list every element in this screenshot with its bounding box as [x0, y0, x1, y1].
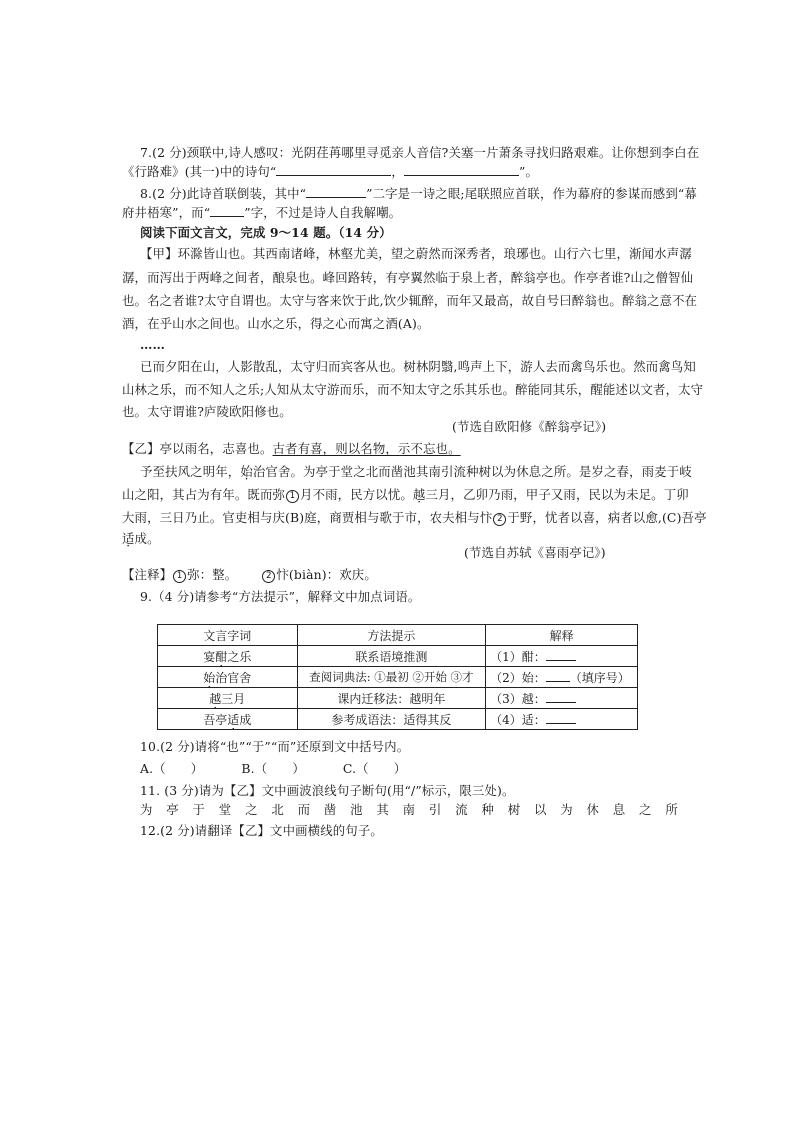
char: 之	[639, 802, 652, 817]
yi-text: 月不雨，民方以忧。	[300, 487, 413, 502]
word-cell	[158, 709, 298, 730]
q10-option-b[interactable]: B.（ ）	[241, 761, 305, 776]
q10-option-c[interactable]: C.（ ）	[342, 761, 407, 776]
word-part: 之乐	[227, 649, 252, 664]
yi-line-1	[122, 440, 461, 458]
char: 凿	[323, 802, 337, 817]
footnote-marker-2: 2	[262, 570, 275, 583]
q7-blank-2[interactable]	[404, 162, 519, 176]
char: 亭	[166, 802, 179, 817]
dotted-char: 越	[209, 691, 222, 706]
q8-blank-1[interactable]	[306, 184, 366, 198]
yi-line-3	[122, 486, 689, 504]
dotted-char: 始	[203, 670, 216, 685]
jia-source: (节选自欧阳修《醉翁亭记》)	[452, 419, 607, 434]
q8-blank-2[interactable]	[210, 203, 244, 217]
table-header: 文言字词	[158, 625, 298, 646]
q7-line-1: 7.(2 分)颈联中,诗人感叹：光阴荏苒哪里寻觅亲人音信?关塞一片萧条寻找归路艰难。让你想到李白在	[140, 145, 700, 160]
q11-char-row[interactable]	[140, 801, 678, 819]
yi-line-2	[140, 463, 692, 481]
word-cell	[158, 688, 298, 709]
char: 堂	[218, 802, 232, 817]
answer-suffix: （填序号）	[569, 671, 630, 685]
word-part: 成	[239, 712, 252, 727]
ellipsis: ……	[140, 337, 166, 352]
dotted-char-shi: 始	[240, 464, 253, 479]
annotation-label: 【注释】	[122, 567, 173, 582]
answer-cell	[486, 646, 638, 667]
q12-title: 12.(2 分)请翻译【乙】文中画横线的句子。	[140, 823, 383, 838]
yi-line-5	[122, 530, 160, 548]
word-part: 治官舍	[215, 670, 252, 685]
table-row	[158, 667, 638, 688]
hint-cell: 课内迁移法：越明年	[297, 688, 486, 709]
hint-cell: 联系语境推测	[297, 646, 486, 667]
q7-text-b: ，	[391, 164, 404, 179]
dotted-char-shi-2: 适	[122, 531, 135, 546]
jia-line-3: 也。名之者谁?太守自谓也。太守与客来饮于此,饮少辄醉，而年又最高，故自号曰醉翁也。醉翁之意不在	[122, 293, 698, 308]
annotation-1: 弥：整。	[187, 567, 238, 582]
answer-cell	[486, 709, 638, 730]
reading-instruction: 阅读下面文言文，完成 9～14 题。（14 分）	[140, 225, 392, 240]
char: 为	[560, 802, 573, 817]
char: 休	[586, 802, 599, 817]
word-part: 吾亭	[203, 712, 228, 727]
table-row	[158, 709, 638, 730]
char: 北	[271, 802, 284, 817]
char: 池	[350, 802, 363, 817]
yi-text: 于野，忧者以喜，病者以愈,(C)吾亭	[507, 510, 707, 525]
answer-blank[interactable]	[546, 647, 576, 661]
char: 为	[140, 802, 153, 817]
word-part: 三月	[221, 691, 246, 706]
q7-text-c: ”。	[518, 164, 538, 179]
jia-line-1: 【甲】环滁皆山也。其西南诸峰，林壑尤美，望之蔚然而深秀者，琅琊也。山行六七里，渐闻水声潺	[140, 246, 692, 261]
answer-blank[interactable]	[546, 689, 576, 703]
yi-text: 三月，乙卯乃雨，甲子又雨，民以为未足。丁卯	[425, 487, 689, 502]
q7-blank-1[interactable]	[276, 162, 391, 176]
dotted-char-yue: 越	[412, 487, 426, 502]
answer-blank[interactable]	[546, 710, 576, 724]
char: 流	[455, 802, 468, 817]
jia-line-7: 也。太守谓谁?庐陵欧阳修也。	[122, 404, 292, 419]
char: 树	[507, 802, 521, 817]
q8-text-d: ”字，不过是诗人自我解嘲。	[244, 205, 402, 220]
word-cell	[158, 646, 298, 667]
q8-line-2	[122, 203, 401, 222]
char: 以	[533, 802, 547, 817]
table-row	[158, 688, 638, 709]
yi-underlined-sentence: 古者有喜，则以名物，示不忘也。	[272, 441, 461, 456]
method-table	[157, 624, 638, 730]
answer-cell	[486, 667, 638, 688]
table-header: 解释	[486, 625, 638, 646]
hint-cell: 参考成语法：适得其反	[297, 709, 486, 730]
yi-text: 治官舍。为亭于堂之北而凿池其南引流种树以为休息之所。是岁之春，雨麦于岐	[252, 464, 692, 479]
yi-line-4	[122, 509, 707, 527]
char: 于	[192, 802, 205, 817]
q7-text-a: 《行路难》(其一)中的诗句“	[122, 164, 277, 179]
footnote-marker-2: 2	[493, 513, 506, 526]
table-header-row	[158, 625, 638, 646]
dotted-char: 适	[227, 712, 240, 727]
jia-line-6: 山林之乐，而不知人之乐;人知从太守游而乐，而不知太守之乐其乐也。醉能同其乐，醒能述以文者，太守	[122, 382, 704, 397]
q8-text-c: 府井梧寒”，而“	[122, 205, 211, 220]
answer-label: （2）始：	[490, 671, 546, 685]
annotation-line	[122, 566, 377, 584]
q11-title: 11. (3 分)请为【乙】文中画波浪线句子断句(用“/”标示，限三处)。	[140, 783, 515, 798]
char: 所	[665, 802, 678, 817]
char: 南	[402, 802, 416, 817]
char: 其	[376, 802, 389, 817]
char: 之	[245, 802, 258, 817]
table-header: 方法提示	[297, 625, 486, 646]
q9-title: 9.（4 分)请参考“方法提示”，解释文中加点词语。	[140, 589, 421, 604]
answer-label: （3）越：	[490, 692, 546, 706]
hint-cell: 查阅词典法: ①最初 ②开始 ③才	[297, 667, 486, 688]
answer-label: （1）酣：	[490, 650, 546, 664]
answer-blank[interactable]	[546, 668, 570, 682]
footnote-marker-1: 1	[173, 570, 186, 583]
word-cell	[158, 667, 298, 688]
yi-intro: 【乙】亭以雨名，志喜也。	[122, 441, 273, 456]
q8-line-1	[140, 184, 697, 203]
annotation-2: 忭(biàn)：欢庆。	[276, 567, 377, 582]
yi-text: 山之阳，其占为有年。既而弥	[122, 487, 286, 502]
yi-source: (节选自苏轼《喜雨亭记》)	[464, 545, 606, 560]
char: 种	[481, 802, 494, 817]
q8-text-a: 8.(2 分)此诗首联倒装，其中“	[140, 186, 307, 201]
char: 息	[612, 802, 626, 817]
jia-line-4: 酒，在乎山水之间也。山水之乐，得之心而寓之酒(A)。	[122, 316, 430, 331]
yi-text: 成。	[134, 531, 160, 546]
answer-cell	[486, 688, 638, 709]
jia-line-2: 潺，而泻出于两峰之间者，酿泉也。峰回路转，有亭翼然临于泉上者，醉翁亭也。作亭者谁?山之僧智仙	[122, 270, 694, 285]
table-row	[158, 646, 638, 667]
answer-label: （4）适：	[490, 713, 546, 727]
dotted-char: 酣	[215, 649, 228, 664]
yi-text: 大雨，三日乃止。官吏相与庆(B)庭，商贾相与歌于市，农夫相与忭	[122, 510, 493, 525]
char: 而	[297, 802, 310, 817]
q10-title: 10.(2 分)请将“也”“于”“而”还原到文中括号内。	[140, 739, 410, 754]
jia-line-5: 已而夕阳在山，人影散乱，太守归而宾客从也。树林阴翳,鸣声上下，游人去而禽鸟乐也。然而禽鸟知	[140, 359, 696, 374]
q8-text-b: ”二字是一诗之眼;尾联照应首联，作为幕府的参谋而感到“幕	[366, 186, 697, 201]
yi-text: 予至扶风之明年，	[140, 464, 241, 479]
char: 引	[428, 802, 442, 817]
q7-line-2	[122, 162, 538, 181]
q10-options	[140, 760, 406, 778]
q10-option-a[interactable]: A.（ ）	[140, 761, 204, 776]
word-part: 宴	[203, 649, 216, 664]
footnote-marker-1: 1	[286, 490, 299, 503]
